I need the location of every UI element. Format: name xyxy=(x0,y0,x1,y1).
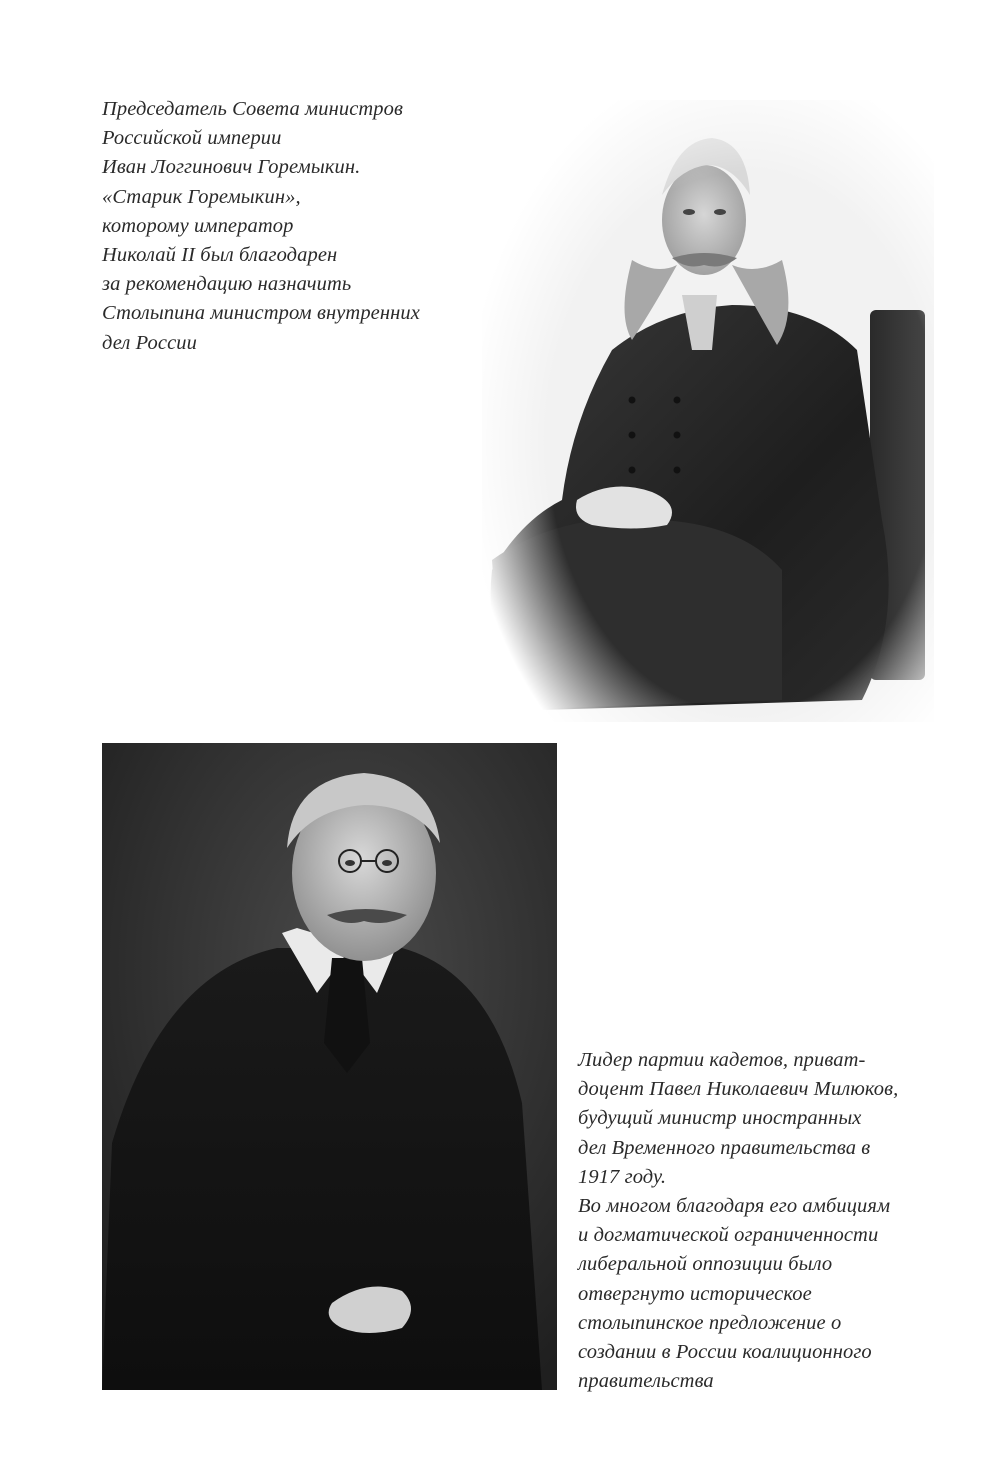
caption-line: дел России xyxy=(102,331,198,354)
caption-line: Во многом благодаря его амбициям xyxy=(578,1195,891,1218)
caption-line: и догматической ограниченности xyxy=(578,1224,879,1247)
portrait-photo-goremykin xyxy=(482,100,934,722)
caption-line: 1917 году. xyxy=(578,1165,667,1188)
caption-line: Николай II был благодарен xyxy=(102,244,338,267)
caption-line: правительства xyxy=(578,1370,714,1393)
caption-line: либеральной оппозиции было xyxy=(578,1253,833,1276)
caption-line: «Старик Горемыкин», xyxy=(102,185,301,208)
caption-line: Лидер партии кадетов, приват- xyxy=(578,1049,866,1071)
portrait-photo-milyukov xyxy=(102,743,557,1390)
caption-line: столыпинское предложение о xyxy=(578,1311,842,1334)
caption-milyukov xyxy=(578,1046,898,1396)
caption-line: Российской империи xyxy=(102,127,282,150)
caption-line: которому император xyxy=(102,214,294,237)
caption-goremykin xyxy=(102,95,420,358)
caption-line: отвергнуто историческое xyxy=(578,1282,812,1305)
caption-line: будущий министр иностранных xyxy=(578,1107,862,1130)
caption-line: доцент Павел Николаевич Милюков, xyxy=(578,1078,899,1101)
caption-line: за рекомендацию назначить xyxy=(102,273,352,296)
caption-line: Председатель Совета министров xyxy=(102,98,404,120)
caption-line: дел Временного правительства в xyxy=(578,1136,871,1159)
caption-line: Иван Логгинович Горемыкин. xyxy=(102,156,361,179)
portrait-illustration xyxy=(102,743,557,1390)
caption-line: Столыпина министром внутренних xyxy=(102,302,420,325)
caption-line: создании в России коалиционного xyxy=(578,1341,872,1364)
portrait-illustration xyxy=(482,100,934,722)
